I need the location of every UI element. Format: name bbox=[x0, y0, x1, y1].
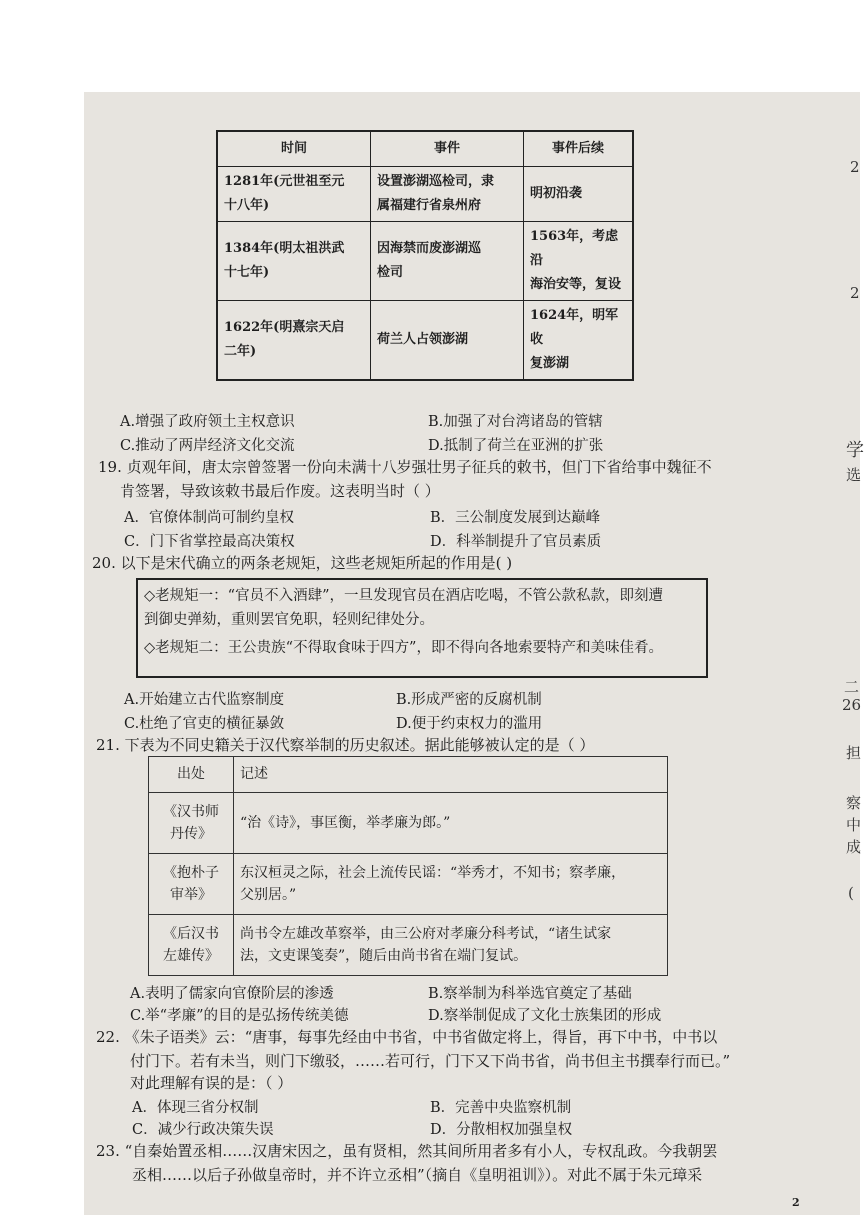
table-cell: 1384年(明太祖洪武 十七年) bbox=[217, 222, 371, 301]
table-cell: 尚书令左雄改革察举，由三公府对孝廉分科考试，“诸生试家 法，文吏课笺奏”，随后由尚书省在端门复试。 bbox=[234, 914, 668, 975]
table-header-row bbox=[217, 131, 633, 167]
q20-option-b: B.形成严密的反腐机制 bbox=[396, 692, 542, 708]
q19-stem-line1: 19. 贞观年间，唐太宗曾签署一份向未满十八岁强壮男子征兵的敕书，但门下省给事中魏征不 bbox=[98, 458, 712, 476]
q20-stem: 20. 以下是宋代确立的两条老规矩，这些老规矩所起的作用是( ) bbox=[92, 554, 513, 572]
adjacent-page-text: 2 bbox=[850, 284, 860, 302]
table-header: 记述 bbox=[234, 757, 668, 793]
adjacent-page-text: 察 bbox=[846, 794, 862, 812]
table-cell: 《抱朴子 审举》 bbox=[149, 853, 234, 914]
old-rules-box bbox=[136, 578, 708, 678]
q22-stem-line3: 对此理解有误的是：（ ） bbox=[130, 1074, 293, 1092]
q23-stem-line1: 23. “自秦始置丞相……汉唐宋因之，虽有贤相，然其间所用者多有小人，专权乱政。今我朝罢 bbox=[96, 1142, 718, 1160]
q18-option-d: D.抵制了荷兰在亚洲的扩张 bbox=[428, 438, 604, 454]
table-cell: 荷兰人占领澎湖 bbox=[371, 301, 524, 381]
q21-stem: 21. 下表为不同史籍关于汉代察举制的历史叙述。据此能够被认定的是（ ） bbox=[96, 736, 595, 754]
table-row bbox=[217, 167, 633, 222]
table-cell: 《汉书师 丹传》 bbox=[149, 792, 234, 853]
q22-stem-line1: 22. 《朱子语类》云：“唐事，每事先经由中书省，中书省做定将上，得旨，再下中书，中书以 bbox=[96, 1028, 718, 1046]
q19-stem-line2: 肯签署，导致该敕书最后作废。这表明当时（ ） bbox=[120, 482, 440, 500]
q21-option-b: B.察举制为科举选官奠定了基础 bbox=[428, 986, 632, 1002]
recommendation-system-table bbox=[148, 756, 668, 976]
adjacent-page-text: 选 bbox=[846, 466, 862, 484]
adjacent-page-text: 2 bbox=[850, 158, 860, 176]
table-header: 事件后续 bbox=[524, 131, 634, 167]
table-cell: 1622年(明熹宗天启 二年) bbox=[217, 301, 371, 381]
page-number: 2 bbox=[792, 1196, 800, 1209]
table-row bbox=[217, 301, 633, 381]
adjacent-page-text: 二 bbox=[844, 678, 860, 696]
table-row bbox=[149, 914, 668, 975]
table-cell: 1624年，明军收 复澎湖 bbox=[524, 301, 634, 381]
table-cell: “治《诗》，事匡衡，举孝廉为郎。” bbox=[234, 792, 668, 853]
table-row bbox=[217, 222, 633, 301]
table-cell: 《后汉书 左雄传》 bbox=[149, 914, 234, 975]
adjacent-page-text: 中 bbox=[846, 816, 862, 834]
adjacent-page-text: 学 bbox=[846, 440, 864, 461]
q19-option-b: B．三公制度发展到达巅峰 bbox=[430, 510, 601, 526]
q20-option-d: D.便于约束权力的滥用 bbox=[396, 716, 543, 732]
adjacent-page-text: 成 bbox=[846, 838, 862, 856]
old-rule-1-line1: ◇老规矩一：“官员不入酒肆”，一旦发现官员在酒店吃喝，不管公款私款，即刻遭 bbox=[144, 588, 663, 604]
table-cell: 1281年(元世祖至元 十八年) bbox=[217, 167, 371, 222]
table-header: 出处 bbox=[149, 757, 234, 793]
q18-option-b: B.加强了对台湾诸岛的管辖 bbox=[428, 414, 603, 430]
table-cell: 因海禁而废澎湖巡 检司 bbox=[371, 222, 524, 301]
q19-option-d: D．科举制提升了官员素质 bbox=[430, 534, 602, 550]
q21-option-d: D.察举制促成了文化士族集团的形成 bbox=[428, 1008, 662, 1024]
adjacent-page-text: ( bbox=[848, 884, 854, 902]
q21-option-c: C.举“孝廉”的目的是弘扬传统美德 bbox=[130, 1008, 349, 1024]
table-cell: 1563年，考虑沿 海治安等，复设 bbox=[524, 222, 634, 301]
table-cell: 设置澎湖巡检司，隶 属福建行省泉州府 bbox=[371, 167, 524, 222]
adjacent-page-text: 担 bbox=[846, 744, 862, 762]
q21-option-a: A.表明了儒家向官僚阶层的渗透 bbox=[130, 986, 334, 1002]
q23-stem-line2: 丞相……以后子孙做皇帝时，并不许立丞相”（摘自《皇明祖训》）。对此不属于朱元璋采 bbox=[132, 1166, 703, 1184]
table-header-row bbox=[149, 757, 668, 793]
table-row bbox=[149, 792, 668, 853]
adjacent-page-text: 26 bbox=[842, 696, 862, 714]
table-cell: 东汉桓灵之际，社会上流传民谣：“举秀才，不知书；察孝廉， 父别居。” bbox=[234, 853, 668, 914]
table-row bbox=[149, 853, 668, 914]
q22-stem-line2: 付门下。若有未当，则门下缴驳，……若可行，门下又下尚书省，尚书但主书撰奉行而已。” bbox=[130, 1052, 731, 1070]
q20-option-c: C.杜绝了官吏的横征暴敛 bbox=[124, 716, 285, 732]
q19-option-a: A．官僚体制尚可制约皇权 bbox=[124, 510, 294, 526]
q20-option-a: A.开始建立古代监察制度 bbox=[124, 692, 285, 708]
old-rule-1-line2: 到御史弹劾，重则罢官免职，轻则纪律处分。 bbox=[144, 612, 434, 628]
q18-option-c: C.推动了两岸经济文化交流 bbox=[120, 438, 295, 454]
pescadores-history-table bbox=[216, 130, 634, 381]
table-header: 时间 bbox=[217, 131, 371, 167]
q22-option-a: A．体现三省分权制 bbox=[132, 1100, 259, 1116]
q22-option-c: C．减少行政决策失误 bbox=[132, 1122, 274, 1138]
q19-option-c: C．门下省掌控最高决策权 bbox=[124, 534, 295, 550]
table-header: 事件 bbox=[371, 131, 524, 167]
q18-option-a: A.增强了政府领土主权意识 bbox=[120, 414, 295, 430]
old-rule-2: ◇老规矩二：王公贵族“不得取食味于四方”，即不得向各地索要特产和美味佳肴。 bbox=[144, 640, 663, 656]
q22-option-b: B．完善中央监察机制 bbox=[430, 1100, 572, 1116]
q22-option-d: D．分散相权加强皇权 bbox=[430, 1122, 573, 1138]
table-cell: 明初沿袭 bbox=[524, 167, 634, 222]
